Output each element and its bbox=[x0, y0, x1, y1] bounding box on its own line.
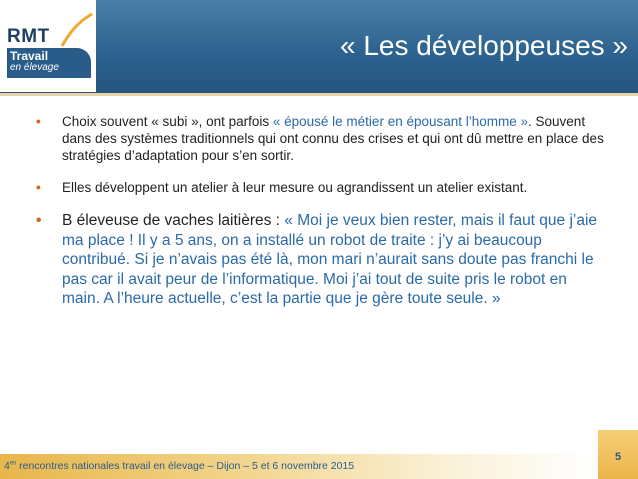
rmt-logo bbox=[0, 0, 96, 92]
footer-ordinal: 4 bbox=[4, 460, 10, 472]
bullet-item bbox=[36, 211, 606, 309]
bullet-item bbox=[36, 179, 606, 196]
logo-elevage-text: en élevage bbox=[10, 62, 59, 73]
bullet-text: Elles développent un atelier à leur mesure ou agrandissent un atelier existant. bbox=[62, 180, 528, 195]
footer-text bbox=[4, 460, 354, 472]
bullet-text: Choix souvent « subi », ont parfois bbox=[62, 114, 273, 129]
bullet-marker: • bbox=[36, 114, 41, 129]
header-divider bbox=[0, 93, 638, 96]
bullet-marker: • bbox=[36, 212, 42, 229]
bullet-text-end: . Souvent dans des systèmes traditionnels qui ont connu des crises et qui ont dû mettre en place des stratégies d’adaptation pour s’en sortir. bbox=[62, 114, 604, 163]
footer-ordinal-suffix: es bbox=[9, 460, 17, 467]
slide-title: « Les développeuses » bbox=[340, 30, 628, 61]
bullet-quote: « Moi je veux bien rester, mais il faut que j’aie ma place ! Il y a 5 ans, on a installé un robot de traite : j’y ai beaucoup contribué. Si je n’avais pas été là, mon mari n’aurait sans doute pas franchi le pas car il avait peur de l’informatique. Moi j’ai tout de suite pris le robot en main. A l’heure actuelle, c’est la partie que je gère toute seule. » bbox=[62, 212, 598, 307]
logo-swoosh-icon bbox=[60, 12, 94, 48]
slide-content bbox=[36, 113, 606, 309]
bullet-item bbox=[36, 113, 606, 164]
logo-rmt-text: RMT bbox=[7, 26, 50, 47]
page-number: 5 bbox=[614, 451, 622, 463]
bullet-marker: • bbox=[36, 180, 41, 195]
bullet-quote: « épousé le métier en épousant l’homme » bbox=[272, 114, 529, 129]
bullet-text: B éleveuse de vaches laitières : bbox=[62, 212, 285, 229]
logo-travail-text: Travail bbox=[10, 49, 49, 63]
footer-label: rencontres nationales travail en élevage – Dijon – 5 et 6 novembre 2015 bbox=[16, 460, 355, 472]
